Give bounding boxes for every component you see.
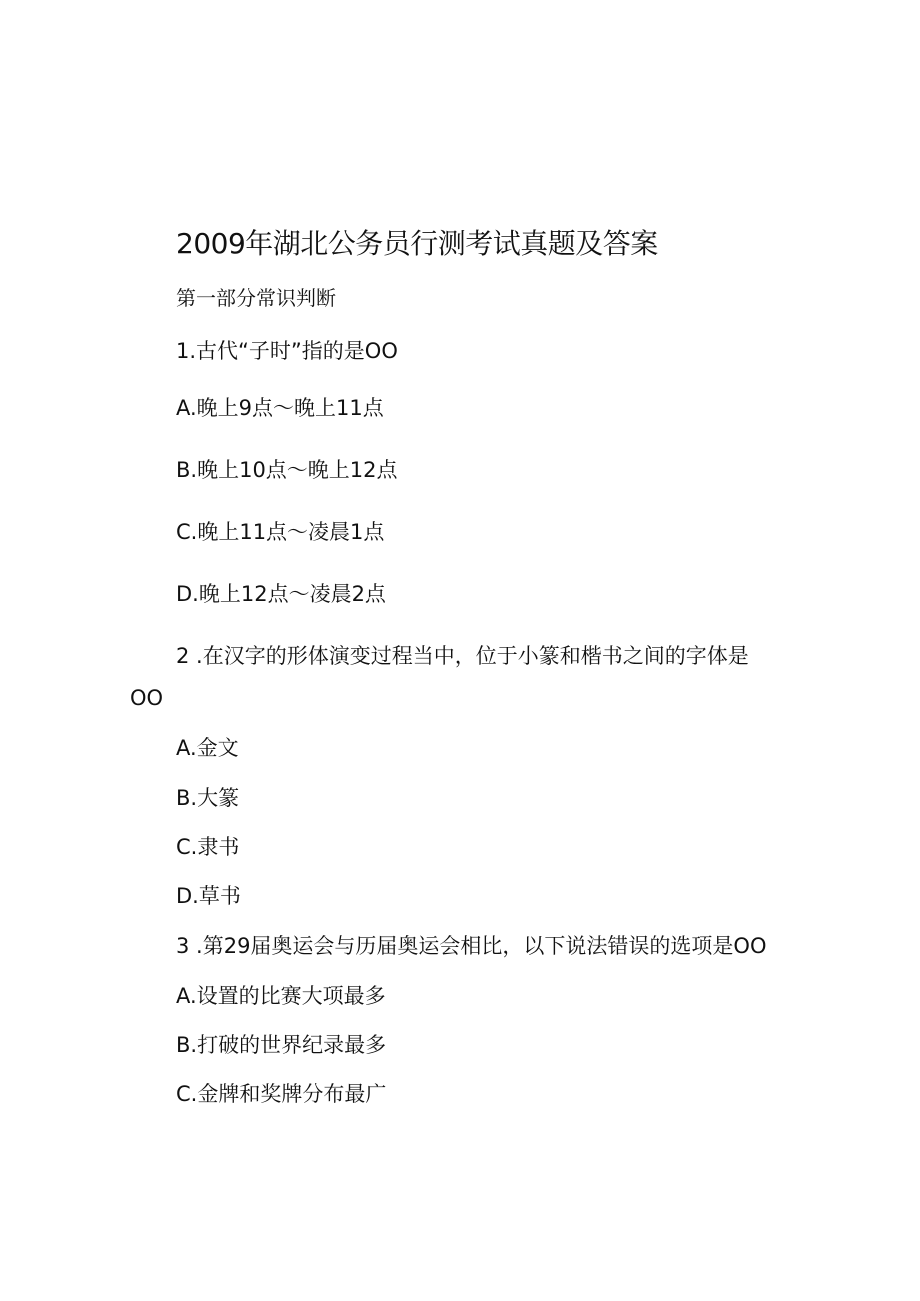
question-1-option-a: A.晚上9点〜晚上11点 bbox=[176, 396, 384, 420]
question-1-option-b: B.晚上10点〜晚上12点 bbox=[176, 458, 398, 482]
question-1-option-c: C.晚上11点〜凌晨1点 bbox=[176, 520, 385, 544]
question-2-option-a: A.金文 bbox=[176, 736, 239, 760]
question-2-option-b: B.大篆 bbox=[176, 786, 240, 810]
document-title: 2009年湖北公务员行测考试真题及答案 bbox=[176, 227, 658, 260]
question-1-stem: 1.古代“子时”指的是OO bbox=[176, 339, 398, 363]
question-3-option-a: A.设置的比赛大项最多 bbox=[176, 984, 386, 1008]
question-3-option-c: C.金牌和奖牌分布最广 bbox=[176, 1082, 387, 1106]
question-2-option-c: C.隶书 bbox=[176, 835, 240, 859]
question-3-stem: 3 .第29届奥运会与历届奥运会相比，以下说法错误的选项是OO bbox=[176, 934, 767, 958]
section-heading: 第一部分常识判断 bbox=[176, 286, 336, 310]
question-1-option-d: D.晚上12点〜凌晨2点 bbox=[176, 582, 386, 606]
question-2-stem-continuation: OO bbox=[130, 686, 164, 710]
question-3-option-b: B.打破的世界纪录最多 bbox=[176, 1033, 387, 1057]
question-2-option-d: D.草书 bbox=[176, 884, 241, 908]
question-2-stem: 2 .在汉字的形体演变过程当中，位于小篆和楷书之间的字体是 bbox=[176, 644, 749, 668]
